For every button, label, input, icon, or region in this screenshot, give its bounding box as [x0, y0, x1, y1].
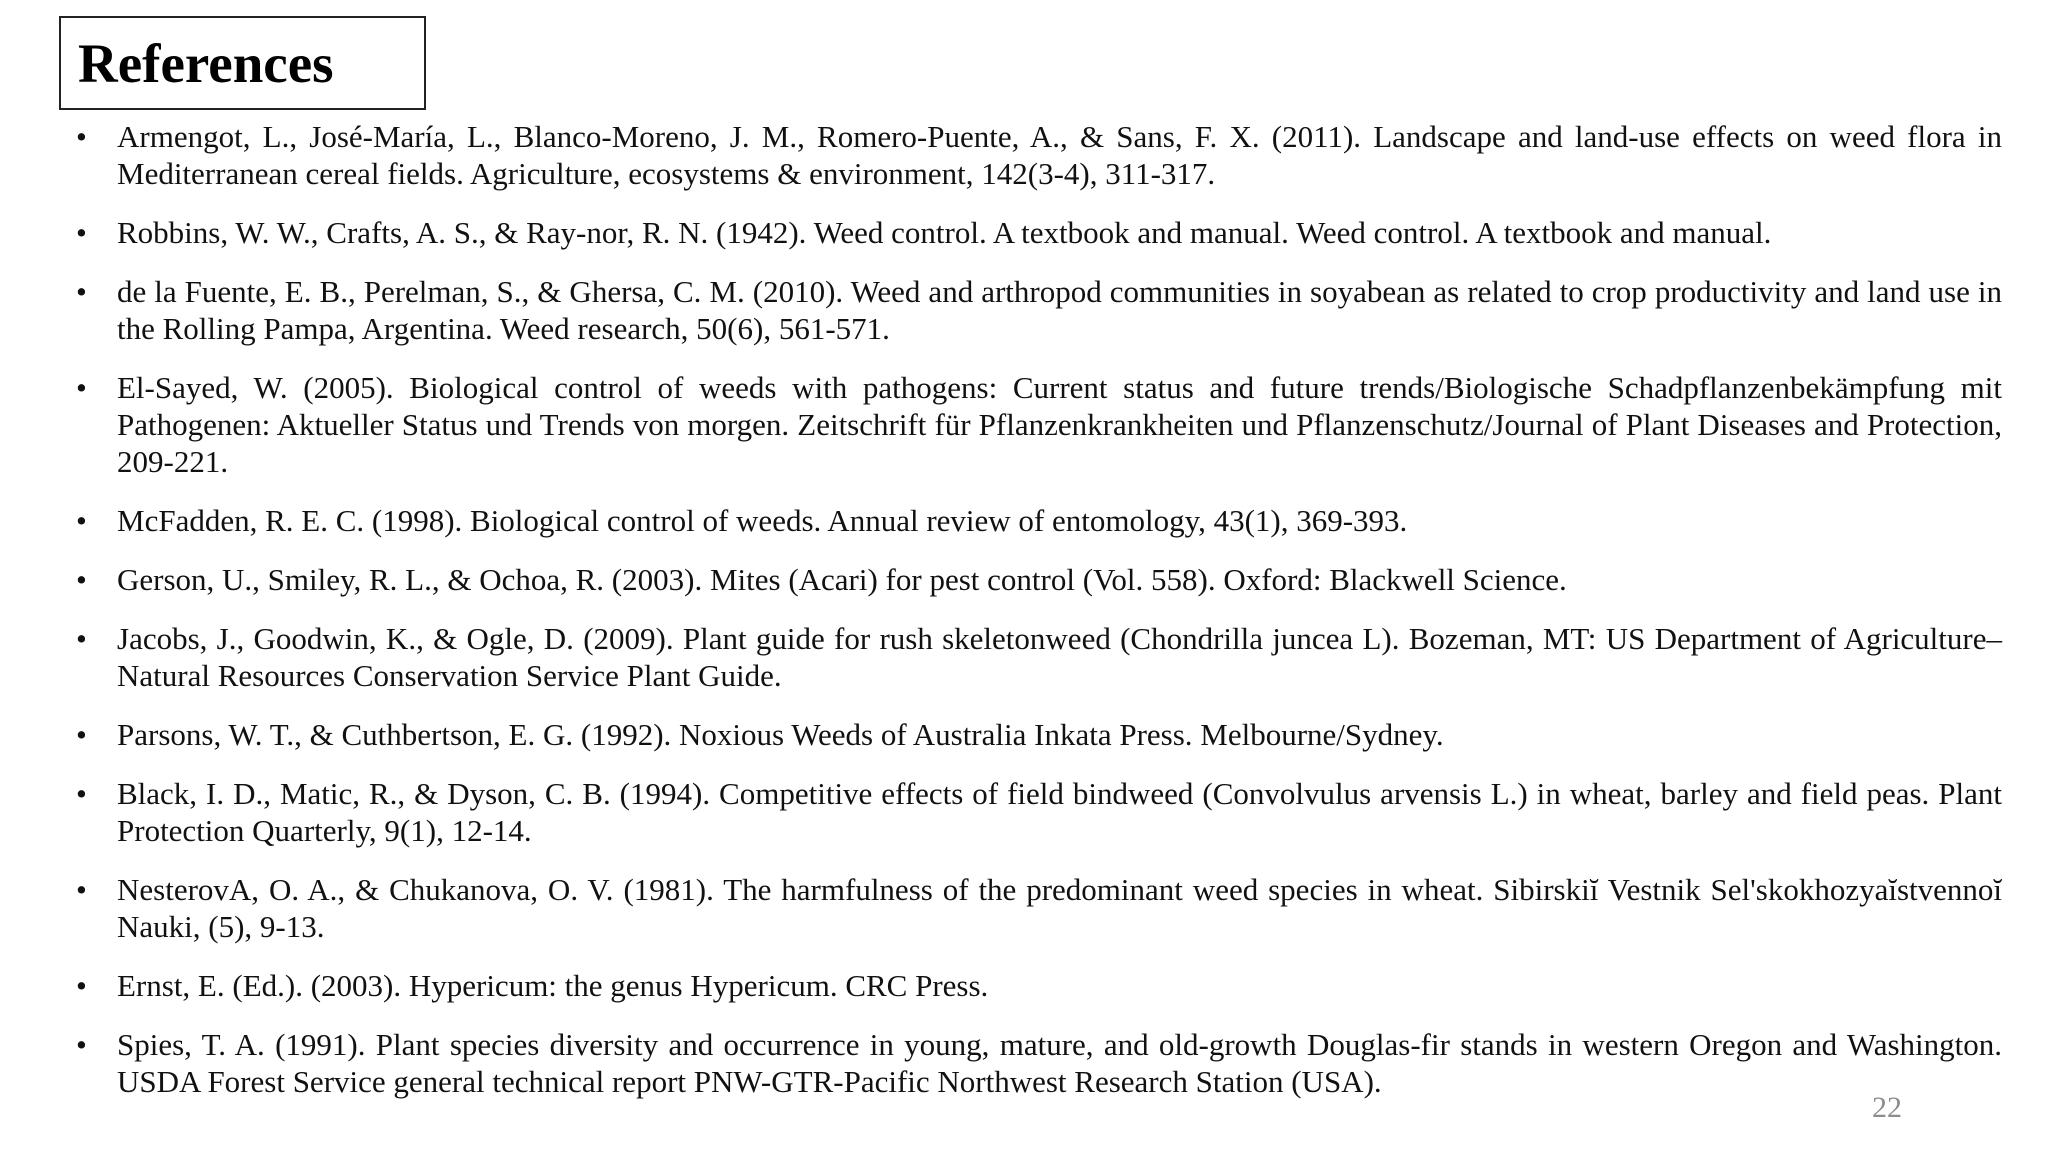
reference-text: Gerson, U., Smiley, R. L., & Ochoa, R. (2003). Mites (Acari) for pest control (Vol. 558). Oxford: Blackwell Science. — [117, 562, 1567, 597]
reference-item — [70, 214, 2002, 251]
reference-text: Black, I. D., Matic, R., & Dyson, C. B. (1994). Competitive effects of field bindweed (Convolvulus arvensis L.) in wheat, barley and field peas. Plant Protection Quarterly, 9(1), 12-14. — [117, 776, 2002, 848]
bullet-icon: • — [76, 1027, 87, 1062]
reference-text: Robbins, W. W., Crafts, A. S., & Ray-nor, R. N. (1942). Weed control. A textbook and manual. Weed control. A textbook and manual. — [117, 215, 1772, 250]
bullet-icon: • — [76, 968, 87, 1003]
bullet-icon: • — [76, 562, 87, 597]
reference-item — [70, 561, 2002, 598]
reference-item — [70, 620, 2002, 694]
title-box — [59, 16, 426, 110]
reference-item — [70, 369, 2002, 480]
bullet-icon: • — [76, 776, 87, 811]
reference-item — [70, 967, 2002, 1004]
reference-text: El-Sayed, W. (2005). Biological control of weeds with pathogens: Current status and future trends/Biologische Schadpflanzenbekämpfung mit Pathogenen: Aktueller Status und Trends von morgen. Zeitschrift für Pflanzenkrankheiten und Pflanzenschutz/Journal of Plant Diseases and Protection, 209-221. — [117, 370, 2002, 479]
bullet-icon: • — [76, 370, 87, 405]
bullet-icon: • — [76, 215, 87, 250]
reference-item — [70, 502, 2002, 539]
reference-item — [70, 273, 2002, 347]
reference-text: Ernst, E. (Ed.). (2003). Hypericum: the genus Hypericum. CRC Press. — [117, 968, 989, 1003]
bullet-icon: • — [76, 717, 87, 752]
reference-item — [70, 871, 2002, 945]
reference-item — [70, 118, 2002, 192]
slide-title: References — [78, 32, 334, 94]
reference-item — [70, 1026, 2002, 1100]
reference-text: Spies, T. A. (1991). Plant species diversity and occurrence in young, mature, and old-growth Douglas-fir stands in western Oregon and Washington. USDA Forest Service general technical report PNW-GTR-Pacific Northwest Research Station (USA). — [117, 1027, 2002, 1099]
reference-list — [70, 118, 2002, 1122]
bullet-icon: • — [76, 274, 87, 309]
bullet-icon: • — [76, 119, 87, 154]
reference-text: de la Fuente, E. B., Perelman, S., & Ghersa, C. M. (2010). Weed and arthropod communities in soyabean as related to crop productivity and land use in the Rolling Pampa, Argentina. Weed research, 50(6), 561-571. — [117, 274, 2002, 346]
reference-text: Parsons, W. T., & Cuthbertson, E. G. (1992). Noxious Weeds of Australia Inkata Press. Melbourne/Sydney. — [117, 717, 1444, 752]
reference-text: NesterovA, O. A., & Chukanova, O. V. (1981). The harmfulness of the predominant weed species in wheat. Sibirskiĭ Vestnik Sel'skokhozyaĭstvennoĭ Nauki, (5), 9-13. — [117, 872, 2002, 944]
reference-text: Jacobs, J., Goodwin, K., & Ogle, D. (2009). Plant guide for rush skeletonweed (Chondrilla juncea L). Bozeman, MT: US Department of Agriculture–Natural Resources Conservation Service Plant Guide. — [117, 621, 2002, 693]
bullet-icon: • — [76, 621, 87, 656]
reference-item — [70, 716, 2002, 753]
reference-item — [70, 775, 2002, 849]
reference-text: McFadden, R. E. C. (1998). Biological control of weeds. Annual review of entomology, 43(1), 369-393. — [117, 503, 1408, 538]
bullet-icon: • — [76, 503, 87, 538]
reference-text: Armengot, L., José-María, L., Blanco-Moreno, J. M., Romero-Puente, A., & Sans, F. X. (2011). Landscape and land-use effects on weed flora in Mediterranean cereal fields. Agriculture, ecosystems & environment, 142(3-4), 311-317. — [117, 119, 2002, 191]
page-number: 22 — [1872, 1091, 1902, 1124]
bullet-icon: • — [76, 872, 87, 907]
